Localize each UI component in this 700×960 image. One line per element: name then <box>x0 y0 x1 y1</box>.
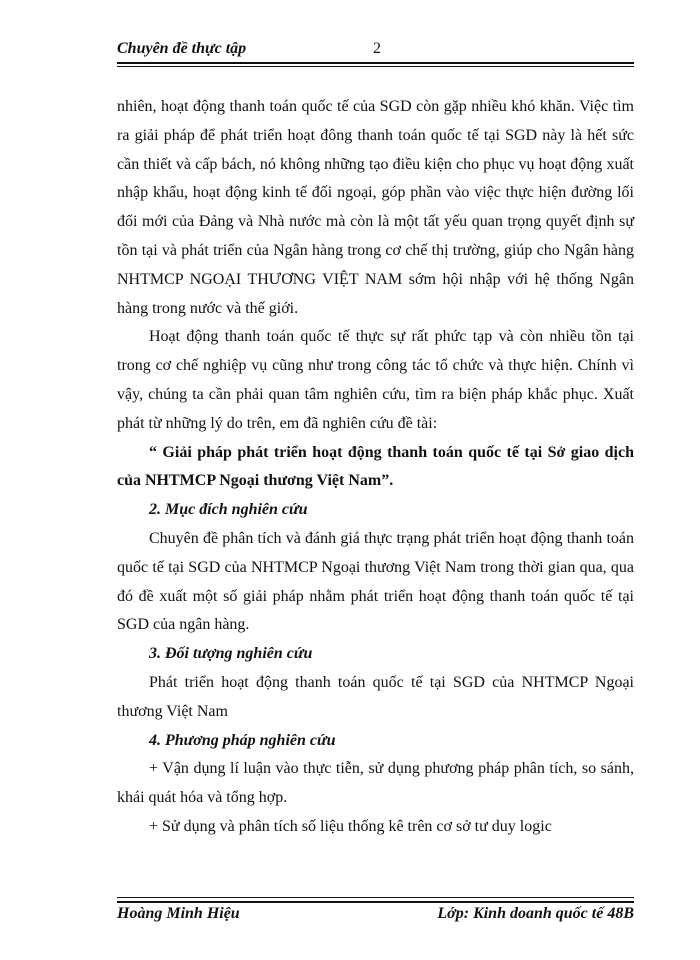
page-footer <box>117 905 634 929</box>
paragraph-subject: Phát triển hoạt động thanh toán quốc tế tại SGD của NHTMCP Ngoại thương Việt Nam <box>117 673 634 720</box>
paragraph-method-2: + Sử dụng và phân tích số liệu thống kê trên cơ sở tư duy logic <box>149 817 552 835</box>
footer-rule-thin <box>117 897 634 898</box>
section-heading-method: 4. Phương pháp nghiên cứu <box>149 731 336 749</box>
topic-title-quote: “ Giải pháp phát triển hoạt động thanh toán quốc tế tại Sở giao dịch của NHTMCP Ngoại thương Việt Nam”. <box>117 443 634 490</box>
section-heading-purpose: 2. Mục đích nghiên cứu <box>149 501 308 519</box>
footer-rule-thick <box>117 901 634 903</box>
paragraph-purpose: Chuyên đề phân tích và đánh giá thực trạng phát triển hoạt động thanh toán quốc tế tại SGD của NHTMCP Ngoại thương Việt Nam trong thời gian qua, qua đó đề xuất một số giải pháp nhằm phát triển hoạt động thanh toán quốc tế tại SGD của ngân hàng. <box>117 529 634 634</box>
paragraph-rationale: Hoạt động thanh toán quốc tế thực sự rất phức tạp và còn nhiều tồn tại trong cơ chế nghiệp vụ cũng như trong công tác tổ chức và thực hiện. Chính vì vậy, chúng ta cần phải quan tâm nghiên cứu, tìm ra biện pháp khắc phục. Xuất phát từ những lý do trên, em đã nghiên cứu đề tài: <box>117 328 634 432</box>
class-label: Lớp: Kinh doanh quốc tế 48B <box>437 905 634 922</box>
page-number: 2 <box>373 40 381 57</box>
header-rule-thick <box>117 62 634 64</box>
paragraph-method-1: + Vận dụng lí luận vào thực tiễn, sử dụng phương pháp phân tích, so sánh, khái quát hóa và tổng hợp. <box>117 760 634 807</box>
page-body <box>117 93 634 842</box>
page-header <box>117 40 634 64</box>
author-name: Hoàng Minh Hiệu <box>117 905 240 922</box>
section-heading-subject: 3. Đối tượng nghiên cứu <box>149 645 313 663</box>
header-rule-thin <box>117 66 634 67</box>
document-title: Chuyên đề thực tập <box>117 40 247 57</box>
paragraph-continuation: nhiên, hoạt động thanh toán quốc tế của SGD còn gặp nhiều khó khăn. Việc tìm ra giải pháp để phát triển hoạt đông thanh toán quốc tế tại SGD này là hết sức cần thiết và cấp bách, nó không những tạo điều kiện cho phục vụ hoạt động xuất nhập khẩu, hoạt động kinh tế đối ngoại, góp phần vào việc thực hiện đường lối đổi mới của Đảng và Nhà nước mà còn là một tất yếu quan trọng quyết định sự tồn tại và phát triển của Ngân hàng trong cơ chế thị trường, giúp cho Ngân hàng NHTMCP NGOẠI THƯƠNG VIỆT NAM sớm hội nhập với hệ thống Ngân hàng trong nước và thế giới. <box>117 98 634 317</box>
